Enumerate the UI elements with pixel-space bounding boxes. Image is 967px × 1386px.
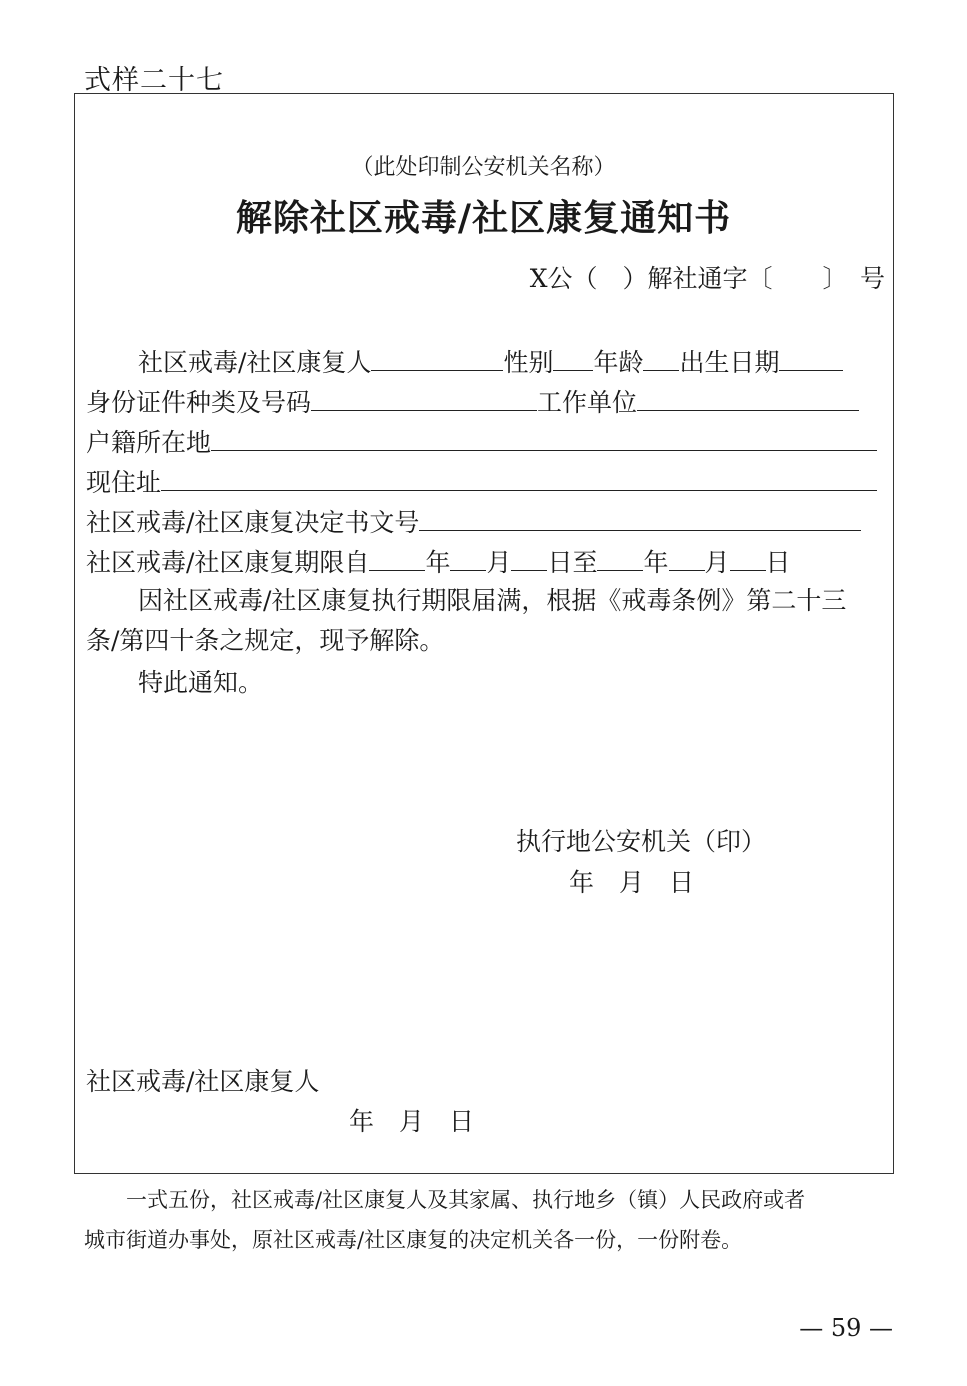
- id-work-row: [86, 382, 859, 418]
- person-name-field[interactable]: [371, 342, 503, 371]
- hukou-label: 户籍所在地: [86, 428, 212, 457]
- body-paragraph-line-2: 条/第四十条之规定，现予解除。: [86, 626, 445, 655]
- work-label: 工作单位: [537, 388, 638, 417]
- person-label: 社区戒毒/社区康复人: [138, 348, 372, 377]
- address-label: 现住址: [86, 468, 162, 497]
- month-label: 月: [486, 548, 512, 577]
- end-year-field[interactable]: [597, 542, 643, 571]
- body-paragraph-line-1: 因社区戒毒/社区康复执行期限届满，根据《戒毒条例》第二十三: [138, 586, 847, 615]
- document-number: X公（ ）解社通字〔 〕 号: [529, 264, 885, 293]
- work-unit-field[interactable]: [637, 382, 859, 411]
- birth-date-field[interactable]: [779, 342, 843, 371]
- age-label: 年龄: [593, 348, 644, 377]
- page-number: — 59 —: [799, 1314, 893, 1342]
- form-label: 式样二十七: [84, 65, 224, 96]
- distribution-note-line-1: 一式五份，社区戒毒/社区康复人及其家属、执行地乡（镇）人民政府或者: [126, 1188, 806, 1212]
- id-number-field[interactable]: [311, 382, 537, 411]
- notice-text: 特此通知。: [138, 668, 264, 697]
- month-label: 月: [704, 548, 730, 577]
- address-field[interactable]: [161, 462, 877, 491]
- hukou-field[interactable]: [211, 422, 877, 451]
- decision-number-field[interactable]: [419, 502, 861, 531]
- year-label: 年: [643, 548, 669, 577]
- start-year-field[interactable]: [369, 542, 425, 571]
- birth-label: 出生日期: [679, 348, 780, 377]
- gender-field[interactable]: [553, 342, 593, 371]
- end-month-field[interactable]: [669, 542, 705, 571]
- gender-label: 性别: [503, 348, 554, 377]
- end-day-field[interactable]: [730, 542, 766, 571]
- start-day-field[interactable]: [511, 542, 547, 571]
- document-title: 解除社区戒毒/社区康复通知书: [235, 197, 732, 239]
- agency-placeholder: （此处印制公安机关名称）: [351, 155, 616, 180]
- address-row: [86, 462, 877, 498]
- period-row: [86, 542, 791, 578]
- period-label: 社区戒毒/社区康复期限自: [86, 548, 370, 577]
- day-to-label: 日至: [547, 548, 598, 577]
- distribution-note-line-2: 城市街道办事处，原社区戒毒/社区康复的决定机关各一份，一份附卷。: [84, 1228, 743, 1252]
- person-signature-date: 年 月 日: [349, 1107, 475, 1136]
- decision-row: [86, 502, 861, 538]
- agency-date: 年 月 日: [569, 868, 695, 897]
- start-month-field[interactable]: [450, 542, 486, 571]
- day-label: 日: [765, 548, 791, 577]
- agency-seal: 执行地公安机关（印）: [516, 827, 767, 856]
- person-info-row: [138, 342, 843, 378]
- age-field[interactable]: [643, 342, 679, 371]
- decision-label: 社区戒毒/社区康复决定书文号: [86, 508, 420, 537]
- person-signature-label: 社区戒毒/社区康复人: [86, 1067, 320, 1096]
- id-label: 身份证件种类及号码: [86, 388, 312, 417]
- hukou-row: [86, 422, 877, 458]
- year-label: 年: [425, 548, 451, 577]
